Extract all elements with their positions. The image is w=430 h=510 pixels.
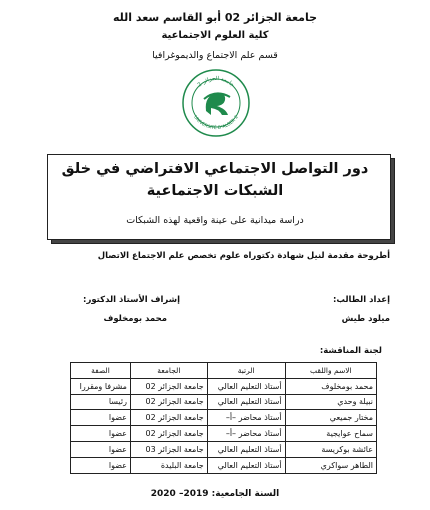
member-name: سماح عوايجية bbox=[285, 426, 376, 442]
supervisor-label: إشراف الأستاذ الدكتور: bbox=[83, 295, 180, 305]
member-role: عضوا bbox=[71, 426, 131, 442]
thesis-note: أطروحة مقدمة لنيل شهادة دكتوراه علوم تخصص علم الاجتماع الاتصال bbox=[97, 251, 390, 261]
member-rank: أستاذ التعليم العالي bbox=[207, 394, 285, 410]
member-name: الطاهر سواكري bbox=[285, 457, 376, 473]
prepared-by-label: إعداد الطالب: bbox=[332, 295, 390, 305]
member-role: رئيسا bbox=[71, 394, 131, 410]
member-rank: أستاذ محاضر –أ– bbox=[207, 426, 285, 442]
member-university: جامعة البليدة bbox=[130, 457, 207, 473]
member-name: مختار جميعي bbox=[285, 410, 376, 426]
member-rank: أستاذ التعليم العالي bbox=[207, 441, 285, 457]
table-row bbox=[71, 378, 377, 394]
member-name: محمد بومخلوف bbox=[285, 378, 376, 394]
department-name: قسم علم الاجتماع والديموغرافيا bbox=[152, 50, 278, 61]
thesis-subtitle: دراسة ميدانية على عينة واقعية لهذه الشبكات bbox=[126, 215, 304, 226]
jury-header-row bbox=[71, 363, 377, 379]
table-row bbox=[71, 410, 377, 426]
supervisor-name: محمد بومخلوف bbox=[103, 314, 167, 324]
col-rank-header: الرتبة bbox=[207, 363, 285, 379]
member-rank: أستاذ التعليم العالي bbox=[207, 378, 285, 394]
academic-year: السنة الجامعية: 2019– 2020 bbox=[150, 489, 280, 499]
member-university: جامعة الجزائر 02 bbox=[130, 394, 207, 410]
col-role-header: الصفة bbox=[71, 363, 131, 379]
student-name: ميلود طيش bbox=[341, 314, 390, 324]
thesis-title-line2: الشبكات الاجتماعية bbox=[146, 183, 284, 199]
jury-table bbox=[70, 362, 377, 474]
logo-ring-bottom-text: UNIVERSITÉ D'ALGER 2 bbox=[192, 114, 240, 132]
member-university: جامعة الجزائر 02 bbox=[130, 426, 207, 442]
university-name: جامعة الجزائر 02 أبو القاسم سعد الله bbox=[112, 11, 318, 24]
university-logo bbox=[182, 69, 250, 137]
logo-ring-top-text: جامعة الجزائر 2 bbox=[196, 75, 236, 89]
table-row bbox=[71, 457, 377, 473]
col-name-header: الاسم واللقب bbox=[285, 363, 376, 379]
member-role: عضوا bbox=[71, 457, 131, 473]
thesis-title-line1: دور التواصل الاجتماعي الافتراضي في خلق bbox=[61, 161, 369, 177]
jury-label: لجنة المناقشة: bbox=[319, 346, 382, 356]
table-row bbox=[71, 394, 377, 410]
member-rank: أستاذ التعليم العالي bbox=[207, 457, 285, 473]
col-university-header: الجامعة bbox=[130, 363, 207, 379]
table-row bbox=[71, 441, 377, 457]
member-name: عائشة بوكريسة bbox=[285, 441, 376, 457]
faculty-name: كلية العلوم الاجتماعية bbox=[161, 30, 269, 41]
member-university: جامعة الجزائر 03 bbox=[130, 441, 207, 457]
member-role: عضوا bbox=[71, 410, 131, 426]
table-row bbox=[71, 426, 377, 442]
member-university: جامعة الجزائر 02 bbox=[130, 410, 207, 426]
member-role: مشرفا ومقررا bbox=[71, 378, 131, 394]
member-university: جامعة الجزائر 02 bbox=[130, 378, 207, 394]
member-role: عضوا bbox=[71, 441, 131, 457]
member-name: نبيلة وحدي bbox=[285, 394, 376, 410]
member-rank: أستاذ محاضر –أ– bbox=[207, 410, 285, 426]
